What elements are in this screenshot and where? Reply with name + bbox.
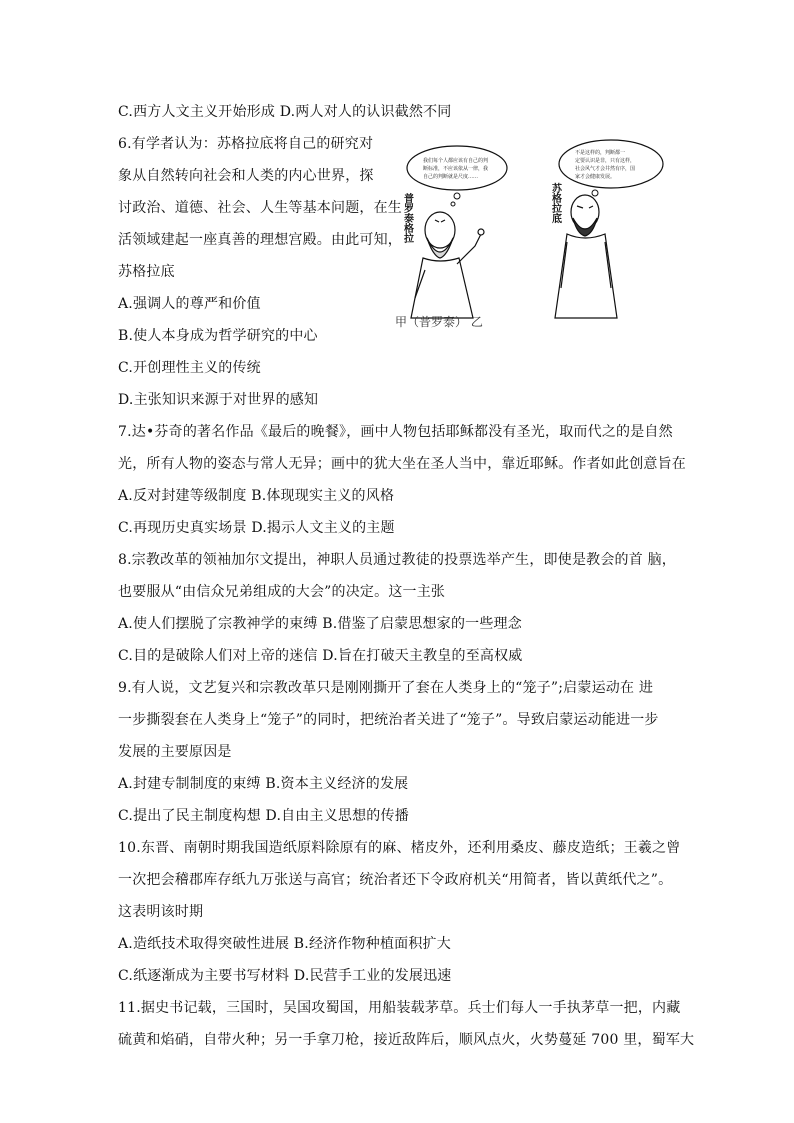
left-name-label (402, 192, 414, 244)
socrates-figure (555, 195, 617, 318)
question-11-line-1: 11.据史书记载，三国时，吴国攻蜀国，用船装载茅草。兵士们每人一手执茅草一把，内藏 (118, 1000, 681, 1016)
cartoon-drawing (395, 138, 675, 328)
option-7cd: C.再现历史真实场景 D.揭示人文主义的主题 (118, 520, 395, 536)
bubble-tail-dot (592, 190, 598, 196)
question-10-line-2: 一次把会稽郡库存纸九万张送与高官；统治者还下令政府机关“用简者，皆以黄纸代之”。 (118, 872, 673, 888)
question-11-line-2: 硫黄和焰硝，自带火种；另一手拿刀枪，接近敌阵后，顺风点火，火势蔓延 700 里，蜀军大 (118, 1032, 695, 1048)
question-9-line-3: 发展的主要原因是 (118, 744, 232, 760)
option-6b: B.使人本身成为哲学研究的中心 (118, 328, 318, 344)
protagoras-figure (411, 212, 484, 318)
bubble-tail-dot (451, 202, 455, 206)
question-8-line-2: 也要服从“由信众兄弟组成的大会”的决定。这一主张 (118, 584, 446, 600)
option-10ab: A.造纸技术取得突破性进展 B.经济作物种植面积扩大 (118, 936, 451, 952)
option-6c: C.开创理性主义的传统 (118, 360, 261, 376)
option-7ab: A.反对封建等级制度 B.体现现实主义的风格 (118, 488, 395, 504)
left-bubble-line-2: 断标准，不应该依从一律，我 (423, 166, 489, 172)
option-10cd: C.纸逐渐成为主要书写材料 D.民营手工业的发展迅速 (118, 968, 452, 984)
right-bubble-line-2: 定要认识是非，只有这样， (575, 158, 636, 164)
question-8-line-1: 8.宗教改革的领袖加尔文提出，神职人员通过教徒的投票选举产生，即使是教会的首 脑， (118, 552, 677, 568)
option-6a: A.强调人的尊严和价值 (118, 296, 261, 312)
question-6-line-5: 苏格拉底 (118, 264, 175, 280)
option-9ab: A.封建专制制度的束缚 B.资本主义经济的发展 (118, 776, 409, 792)
question-10-line-1: 10.东晋、南朝时期我国造纸原料除原有的麻、楮皮外，还利用桑皮、藤皮造纸；王羲之曾 (118, 840, 681, 856)
option-6d: D.主张知识来源于对世界的感知 (118, 392, 319, 408)
protagoras-label: 普罗泰格拉 (401, 193, 413, 243)
socrates-label: 苏格拉底 (549, 183, 561, 223)
right-speech-bubble (559, 140, 663, 188)
right-name-label (550, 182, 562, 224)
question-7-line-1: 7.达•芬奇的著名作品《最后的晚餐》，画中人物包括耶稣都没有圣光，取而代之的是自然 (118, 424, 673, 440)
option-8ab: A.使人们摆脱了宗教神学的束缚 B.借鉴了启蒙思想家的一些理念 (118, 616, 522, 632)
option-5c-5d: C.西方人文主义开始形成 D.两人对人的认识截然不同 (118, 104, 452, 120)
philosophers-cartoon (395, 138, 675, 328)
question-9-line-2: 一步撕裂套在人类身上“笼子”的同时，把统治者关进了“笼子”。导致启蒙运动能进一步 (118, 712, 659, 728)
question-9-line-1: 9.有人说，文艺复兴和宗教改革只是刚刚撕开了套在人类身上的“笼子”;启蒙运动在 进 (118, 680, 654, 696)
question-10-line-3: 这表明该时期 (118, 904, 204, 920)
question-6-line-3: 讨政治、道德、社会、人生等基本问题，在生 (118, 200, 402, 216)
question-6-line-2: 象从自然转向社会和人类的内心世界，探 (118, 168, 374, 184)
figure-caption: 甲（普罗泰） 乙 (395, 315, 483, 328)
question-6-line-1: 6.有学者认为：苏格拉底将自己的研究对 (118, 136, 374, 152)
right-bubble-line-4: 家才会健康发展。 (575, 174, 616, 180)
right-bubble-line-1: 不是这样的，判断都一 (575, 150, 626, 156)
left-bubble-line-1: 我们每个人都应该有自己的判 (423, 158, 489, 164)
right-bubble-line-3: 社会风气才会井然有序，国 (575, 166, 636, 172)
option-9cd: C.提出了民主制度构想 D.自由主义思想的传播 (118, 808, 409, 824)
question-6-line-4: 活领域建起一座真善的理想宫殿。由此可知， (118, 232, 402, 248)
bubble-tail-dot (454, 193, 460, 199)
question-7-line-2: 光，所有人物的姿态与常人无异；画中的犹大坐在圣人当中，靠近耶稣。作者如此创意旨在 (118, 456, 686, 472)
left-bubble-line-3: 自己的判断就是尺度…… (423, 174, 479, 180)
option-8cd: C.目的是破除人们对上帝的迷信 D.旨在打破天主教皇的至高权威 (118, 648, 523, 664)
